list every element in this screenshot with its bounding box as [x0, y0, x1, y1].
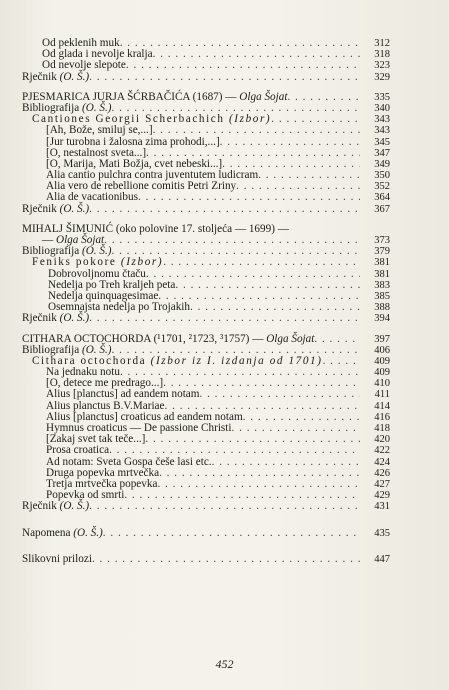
- dot-leader: [89, 204, 360, 215]
- toc-entry-page: 426: [374, 467, 390, 479]
- dot-leader: [236, 181, 360, 192]
- toc-entry-page: 347: [374, 147, 390, 159]
- toc-entry-page: 350: [374, 170, 390, 182]
- toc-entry-title: Feniks pokore (Izbor): [32, 256, 164, 269]
- toc-entry: [22, 125, 390, 136]
- toc-entry-page: 343: [374, 114, 390, 126]
- toc-entry-page: 381: [374, 257, 390, 269]
- dot-leader: [212, 457, 360, 468]
- toc-entry-page: 345: [374, 136, 390, 148]
- toc-entry-title: Od peklenih muk: [42, 37, 120, 49]
- toc-entry-page: 418: [374, 423, 390, 434]
- toc-entry-title: Alius [planctus] croaticus ad eandem notam: [46, 410, 243, 423]
- toc-entry-title: PJESMARICA JURJA ŠĆRBAČIĆA (1687) — Olga Šojat: [22, 90, 288, 103]
- dot-leader: [153, 125, 360, 136]
- dot-leader: [89, 72, 360, 83]
- toc-entry-title: Nedelja quinquagesimae: [48, 289, 159, 302]
- toc-entry-page: 364: [374, 192, 390, 204]
- toc-entry-title: Na jednaku notu: [46, 366, 120, 379]
- dot-leader: [104, 235, 360, 246]
- toc-entry: [22, 528, 390, 539]
- toc-entry-title: Rječnik (O. Š.): [22, 70, 90, 83]
- toc-entry-title: Cithara octochorda (Izbor iz I. izdanja od 1701): [32, 354, 323, 367]
- toc-entry-page: 409: [374, 355, 390, 367]
- toc-entry-title: Alia de vacationibus: [46, 191, 138, 204]
- toc-entry-title: Alia vero de rebellione comitis Petri Zriny: [46, 180, 237, 193]
- toc-entry-title: Alia cantio pulchra contra juventutem ludicram: [46, 169, 259, 182]
- toc-entry-title: Nedelja po Treh kraljeh peta: [48, 278, 176, 291]
- dot-leader: [145, 434, 360, 445]
- dot-leader: [146, 269, 360, 280]
- dot-leader: [120, 38, 360, 49]
- dot-leader: [190, 302, 360, 313]
- toc-entry-page: 406: [374, 344, 390, 356]
- toc-entry-title: Bibliografija (O. Š.): [22, 343, 112, 356]
- toc-entry-page: 416: [374, 411, 390, 423]
- toc-entry-page: 335: [374, 91, 390, 103]
- dot-leader: [323, 356, 360, 367]
- dot-leader: [287, 92, 360, 103]
- toc-entry-page: 411: [374, 389, 390, 401]
- dot-leader: [220, 137, 360, 148]
- dot-leader: [153, 49, 360, 60]
- dot-leader: [103, 528, 360, 539]
- toc-entry-title: Rječnik (O. Š.): [22, 202, 90, 215]
- toc-entry-page: 397: [374, 333, 390, 345]
- toc-entry-page: 318: [374, 49, 390, 61]
- toc-entry-page: 379: [374, 246, 390, 258]
- dot-leader: [157, 479, 360, 490]
- dot-leader: [163, 257, 360, 268]
- dot-leader: [243, 412, 360, 423]
- toc-entry-page: 424: [374, 456, 390, 468]
- toc-entry-title: Napomena (O. Š.): [22, 526, 103, 539]
- toc-entry-page: 431: [374, 501, 390, 513]
- toc-entry-page: 422: [374, 445, 390, 457]
- dot-leader: [89, 313, 360, 324]
- toc-entry-page: 420: [374, 434, 390, 446]
- toc-entry-title: [O, nestalnost sveta...]: [46, 146, 147, 159]
- toc-entry-page: 340: [374, 102, 390, 114]
- toc-entry-title: Rječnik (O. Š.): [22, 312, 90, 325]
- toc-entry-page: 414: [374, 400, 390, 412]
- toc-entry: [22, 501, 390, 512]
- toc-entry-title: Slikovni prilozi: [22, 552, 92, 565]
- toc-entry-page: 367: [374, 203, 390, 215]
- toc-entry: [22, 389, 390, 400]
- toc-entry-page: 373: [374, 235, 390, 246]
- toc-entry-title: Bibliografija (O. Š.): [22, 101, 112, 114]
- toc-entry-title: Cantiones Georgii Scherbachich (Izbor): [32, 113, 272, 126]
- toc-entry: [22, 72, 390, 83]
- dot-leader: [199, 389, 360, 400]
- dot-leader: [126, 60, 360, 71]
- toc-entry-title: Druga popevka mrtvečka: [46, 466, 160, 479]
- toc-entry-page: 388: [374, 302, 390, 314]
- toc-entry-page: 383: [374, 279, 390, 291]
- toc-entry-page: 312: [374, 38, 390, 49]
- dot-leader: [124, 490, 360, 501]
- toc-entry: [22, 554, 390, 565]
- toc-entry-title: Tretja mrtvečka popevka: [46, 477, 158, 490]
- toc-entry-title: — Olga Šojat: [42, 234, 105, 246]
- toc-entry: [22, 137, 390, 148]
- toc-entry: [22, 257, 390, 268]
- section-gap: [22, 539, 390, 554]
- toc-entry-page: 427: [374, 478, 390, 490]
- toc-entry-title: Hymnus croaticus — De passione Christi: [46, 422, 232, 434]
- dot-leader: [109, 445, 360, 456]
- toc-entry-page: 385: [374, 290, 390, 302]
- toc-entry-page: 394: [374, 313, 390, 325]
- toc-entry-title: Od nevolje slepote: [42, 59, 126, 72]
- toc-entry-title: Bibliografija (O. Š.): [22, 245, 112, 258]
- dot-leader: [138, 192, 360, 203]
- page-number: 452: [215, 657, 234, 671]
- toc-entry: [22, 313, 390, 324]
- dot-leader: [159, 468, 360, 479]
- toc-entry-title: Osemnajsta nedelja po Trojakih: [48, 301, 191, 314]
- toc-entry-title: Alius [planctus] ad eandem notam: [46, 388, 200, 401]
- toc-entry-page: 323: [374, 60, 390, 72]
- toc-entry: [22, 334, 390, 345]
- toc-entry-title: Alius planctus B.V.Mariae: [46, 399, 165, 412]
- toc-entry-page: 343: [374, 125, 390, 137]
- table-of-contents: [22, 38, 390, 565]
- toc-entry-title: Rječnik (O. Š.): [22, 500, 90, 513]
- toc-entry-page: 409: [374, 367, 390, 379]
- toc-entry-title: CITHARA OCTOCHORDA (¹1701, ²1723, ³1757) — Olga Šojat: [22, 332, 315, 345]
- toc-entry-title: [Zakaj svet tak teče...]: [46, 433, 146, 446]
- toc-entry-page: 329: [374, 71, 390, 83]
- toc-entry-page: 447: [374, 553, 390, 565]
- section-gap: [22, 513, 390, 528]
- toc-entry-page: 381: [374, 268, 390, 280]
- toc-entry-title: [Jur turobna i žalosna zima prohodi,...]: [46, 135, 220, 148]
- toc-entry: [22, 445, 390, 456]
- dot-leader: [175, 280, 360, 291]
- dot-leader: [314, 334, 360, 345]
- toc-entry-title: Dobrovoljnomu čtaču: [48, 267, 146, 280]
- toc-entry-title: Popevka od smrti: [46, 489, 125, 502]
- dot-leader: [258, 170, 360, 181]
- toc-entry-page: 435: [374, 527, 390, 539]
- toc-entry-title: [O, Marija, Mati Božja, cvet nebeski...]: [46, 157, 223, 170]
- dot-leader: [89, 501, 360, 512]
- dot-leader: [232, 423, 360, 434]
- toc-entry-title: Ad notam: Sveta Gospa češe lasi etc.: [46, 455, 212, 468]
- toc-entry-page: 349: [374, 158, 390, 170]
- toc-entry-page: 429: [374, 490, 390, 502]
- toc-entry: [22, 204, 390, 215]
- toc-entry-title: Od glada i nevolje kralja: [42, 48, 153, 61]
- toc-entry-title: [O, detece me predrago...]: [46, 377, 164, 390]
- toc-entry-page: 410: [374, 378, 390, 390]
- toc-entry-title: Prosa croatica: [46, 444, 110, 457]
- toc-entry-title: [Ah, Bože, smiluj se,...]: [46, 124, 153, 137]
- toc-entry-page: 352: [374, 181, 390, 193]
- dot-leader: [92, 554, 360, 565]
- toc-entry-title: MIHALJ ŠIMUNIĆ (oko polovine 17. stoljeća — 1699) —: [22, 222, 289, 235]
- dot-leader: [271, 114, 360, 125]
